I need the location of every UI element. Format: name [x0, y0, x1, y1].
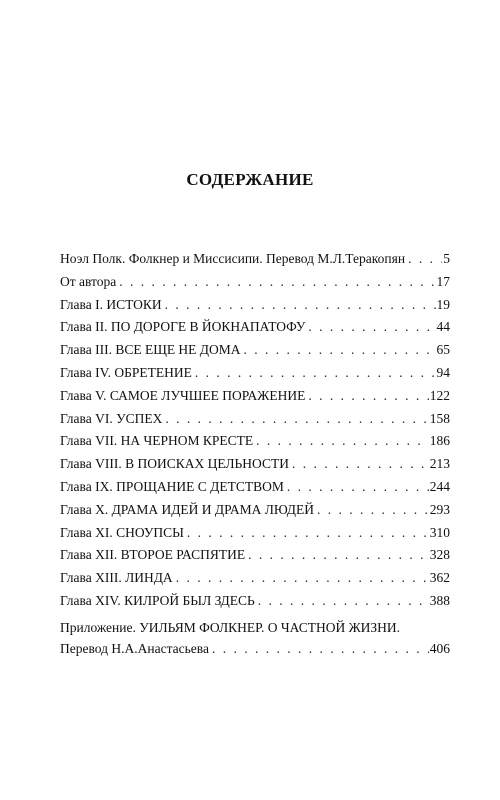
toc-entry-page: 44 — [436, 319, 450, 335]
toc-entry — [60, 544, 450, 567]
toc-entry — [60, 567, 450, 590]
toc-entry-page: 19 — [436, 296, 450, 312]
toc-entry-title: Ноэл Полк. Фолкнер и Миссисипи. Перевод М.Л.Теракопян — [60, 251, 406, 266]
toc-appendix-title: Приложение. УИЛЬЯМ ФОЛКНЕР. О ЧАСТНОЙ ЖИЗНИ. — [60, 619, 401, 635]
toc-entry-page: 94 — [436, 364, 450, 380]
toc-entry — [60, 248, 450, 271]
toc-entry-page: 122 — [429, 387, 450, 403]
toc-entry-title: Глава V. САМОЕ ЛУЧШЕЕ ПОРАЖЕНИЕ — [60, 387, 306, 403]
toc-entry-page: 362 — [429, 570, 450, 586]
toc-entry-page: 5 — [443, 251, 450, 266]
toc-entry-title: Глава IV. ОБРЕТЕНИЕ — [60, 364, 192, 380]
toc-entry — [60, 385, 450, 408]
toc-entry-title: Глава III. ВСЕ ЕЩЕ НЕ ДОМА — [60, 342, 241, 358]
dot-leader — [165, 294, 436, 317]
dot-leader — [256, 430, 429, 453]
dot-leader — [244, 339, 436, 362]
toc-entry — [60, 590, 450, 613]
toc-entry-page: 65 — [436, 342, 450, 358]
toc-entry — [60, 476, 450, 499]
toc-entry-title: Глава VI. УСПЕХ — [60, 410, 163, 426]
dot-leader — [287, 476, 429, 499]
toc-entry-page: 213 — [429, 456, 450, 472]
dot-leader — [165, 408, 428, 431]
toc-entry-page: 17 — [436, 273, 450, 289]
dot-leader — [248, 544, 429, 567]
toc-entry — [60, 294, 450, 317]
toc-entry-page: 388 — [429, 592, 450, 608]
toc-entry — [60, 522, 450, 545]
dot-leader — [176, 567, 429, 590]
toc-entry-title: Глава VIII. В ПОИСКАХ ЦЕЛЬНОСТИ — [60, 456, 289, 472]
toc-entry — [60, 362, 450, 385]
toc-entry — [60, 271, 450, 294]
toc-appendix-translator: Перевод Н.А.Анастасьева — [60, 640, 209, 656]
page-title: СОДЕРЖАНИЕ — [186, 170, 314, 189]
toc-entry-title: Глава X. ДРАМА ИДЕЙ И ДРАМА ЛЮДЕЙ — [60, 501, 314, 517]
toc-entry — [60, 499, 450, 522]
toc-entry-page: 406 — [429, 640, 450, 656]
dot-leader — [258, 590, 429, 613]
toc-entry-page: 293 — [429, 501, 450, 517]
toc-entry-title: Глава I. ИСТОКИ — [60, 296, 162, 312]
dot-leader — [308, 316, 435, 339]
toc-entry-page: 186 — [429, 433, 450, 449]
dot-leader — [408, 248, 442, 271]
toc-entry-title: Глава XII. ВТОРОЕ РАСПЯТИЕ — [60, 547, 246, 563]
toc-entry — [60, 408, 450, 431]
toc-entry — [60, 453, 450, 476]
toc-entry-page: 244 — [429, 478, 450, 494]
dot-leader — [292, 453, 429, 476]
toc-entry-title: Глава XI. СНОУПСЫ — [60, 524, 184, 540]
dot-leader — [212, 638, 429, 661]
dot-leader — [119, 271, 435, 294]
dot-leader — [195, 362, 436, 385]
dot-leader — [308, 385, 428, 408]
toc-entry-page: 328 — [429, 547, 450, 563]
toc-entry-title: Глава IX. ПРОЩАНИЕ С ДЕТСТВОМ — [60, 478, 284, 494]
toc-entry-page: 310 — [429, 524, 450, 540]
toc-entry-page: 158 — [429, 410, 450, 426]
toc-entry-title: Глава II. ПО ДОРОГЕ В ЙОКНАПАТОФУ — [60, 319, 306, 335]
toc-entry-title: Глава VII. НА ЧЕРНОМ КРЕСТЕ — [60, 433, 254, 449]
dot-leader — [317, 499, 429, 522]
toc-entry-title: Глава XIV. КИЛРОЙ БЫЛ ЗДЕСЬ — [60, 592, 255, 608]
toc-entry — [60, 430, 450, 453]
toc-entry — [60, 316, 450, 339]
toc-entry-title: Глава XIII. ЛИНДА — [60, 570, 173, 586]
table-of-contents — [60, 248, 450, 661]
toc-entry-title: От автора — [60, 273, 117, 289]
toc-entry — [60, 339, 450, 362]
toc-appendix-entry — [60, 617, 450, 661]
dot-leader — [187, 522, 429, 545]
toc-appendix-second-line — [60, 638, 450, 661]
